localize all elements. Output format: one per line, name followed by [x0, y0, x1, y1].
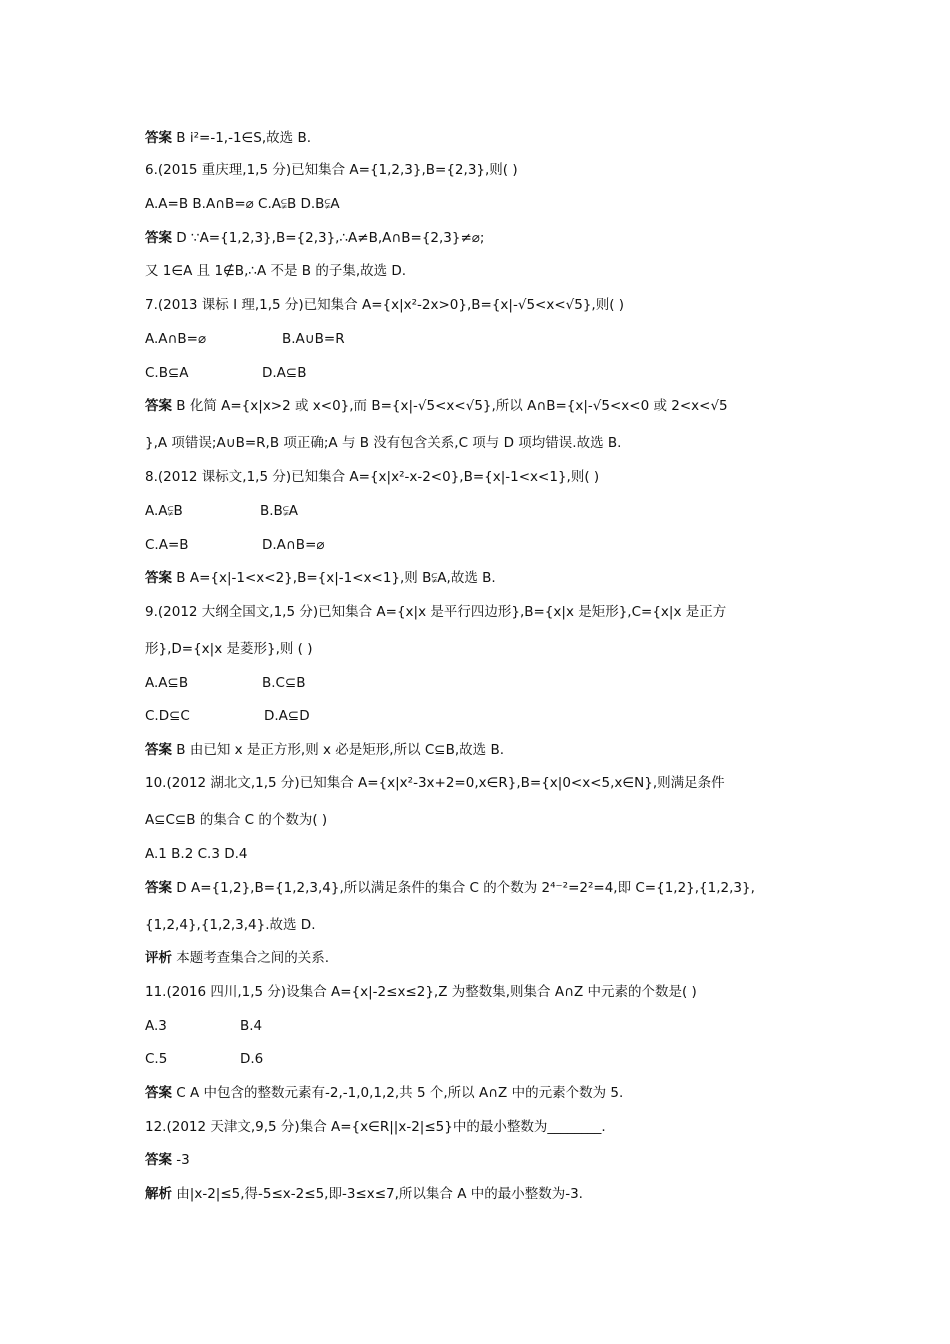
option-column-2: D.A⊆B	[262, 365, 307, 381]
line-text: C.A=B	[145, 537, 189, 553]
line-text: B i²=-1,-1∈S,故选 B.	[176, 130, 312, 146]
text-line	[145, 1050, 167, 1068]
line-text: 形},D={x|x 是菱形},则 ( )	[145, 641, 313, 657]
text-line	[145, 1118, 606, 1136]
text-line	[145, 983, 697, 1001]
line-tag: 答案	[145, 230, 172, 246]
line-text: C A 中包含的整数元素有-2,-1,0,1,2,共 5 个,所以 A∩Z 中的元素个数为 5.	[176, 1085, 624, 1101]
line-text: 11.(2016 四川,1,5 分)设集合 A={x|-2≤x≤2},Z 为整数集,则集合 A∩Z 中元素的个数是( )	[145, 984, 697, 1000]
text-line	[145, 468, 599, 486]
line-tag: 评析	[145, 950, 172, 966]
line-text: D A={1,2},B={1,2,3,4},所以满足条件的集合 C 的个数为 2⁴⁻²=2²=4,即 C={1,2},{1,2,3},	[176, 880, 755, 896]
line-text: A.3	[145, 1018, 167, 1034]
text-line	[145, 741, 504, 759]
option-column-2: B.B⫋A	[260, 503, 298, 519]
option-column-2: B.4	[240, 1018, 263, 1034]
line-tag: 答案	[145, 880, 172, 896]
line-text: 6.(2015 重庆理,1,5 分)已知集合 A={1,2,3},B={2,3},则( )	[145, 162, 518, 178]
line-text: 9.(2012 大纲全国文,1,5 分)已知集合 A={x|x 是平行四边形},B={x|x 是矩形},C={x|x 是正方	[145, 604, 727, 620]
text-line	[145, 1017, 167, 1035]
line-text: 又 1∈A 且 1∉B,∴A 不是 B 的子集,故选 D.	[145, 263, 407, 279]
text-line	[145, 603, 726, 621]
line-text: 由|x-2|≤5,得-5≤x-2≤5,即-3≤x≤7,所以集合 A 中的最小整数为-3.	[176, 1186, 583, 1202]
line-text: },A 项错误;A∪B=R,B 项正确;A 与 B 没有包含关系,C 项与 D 项均错误.故选 B.	[145, 435, 622, 451]
line-text: -3	[176, 1152, 190, 1168]
option-column-2: D.A∩B=⌀	[262, 537, 325, 553]
text-line	[145, 397, 728, 415]
line-text: 12.(2012 天津文,9,5 分)集合 A={x∈R||x-2|≤5}中的最小整数为________.	[145, 1119, 606, 1135]
line-text: 7.(2013 课标 Ⅰ 理,1,5 分)已知集合 A={x|x²-2x>0},B={x|-√5<x<√5},则( )	[145, 297, 625, 313]
line-tag: 答案	[145, 570, 172, 586]
text-line	[145, 296, 624, 314]
line-text: A.1 B.2 C.3 D.4	[145, 846, 248, 862]
text-line	[145, 640, 313, 658]
line-tag: 答案	[145, 130, 172, 146]
line-tag: 答案	[145, 1152, 172, 1168]
text-line	[145, 774, 725, 792]
text-line	[145, 1185, 583, 1203]
option-column-2: D.6	[240, 1051, 264, 1067]
text-line	[145, 536, 189, 554]
text-line	[145, 195, 340, 213]
text-line	[145, 364, 189, 382]
option-column-2: B.C⊆B	[262, 675, 306, 691]
text-line	[145, 1151, 190, 1169]
text-line	[145, 949, 329, 967]
text-line	[145, 811, 327, 829]
line-text: A.A⫋B	[145, 503, 183, 519]
option-column-2: D.A⊆D	[264, 708, 310, 724]
text-line	[145, 674, 188, 692]
line-text: 10.(2012 湖北文,1,5 分)已知集合 A={x|x²-3x+2=0,x∈R},B={x|0<x<5,x∈N},则满足条件	[145, 775, 725, 791]
line-text: 8.(2012 课标文,1,5 分)已知集合 A={x|x²-x-2<0},B={x|-1<x<1},则( )	[145, 469, 600, 485]
line-text: 本题考查集合之间的关系.	[176, 950, 330, 966]
text-line	[145, 1084, 623, 1102]
line-tag: 解析	[145, 1186, 172, 1202]
line-text: C.D⊆C	[145, 708, 190, 724]
line-text: A.A∩B=⌀	[145, 331, 207, 347]
line-text: A.A⊆B	[145, 675, 189, 691]
text-line	[145, 916, 316, 934]
text-line	[145, 434, 621, 452]
line-text: C.5	[145, 1051, 168, 1067]
line-text: A.A=B B.A∩B=⌀ C.A⫋B D.B⫋A	[145, 196, 340, 212]
text-line	[145, 262, 406, 280]
text-line	[145, 229, 484, 247]
line-text: B A={x|-1<x<2},B={x|-1<x<1},则 B⫋A,故选 B.	[176, 570, 496, 586]
line-text: {1,2,4},{1,2,3,4}.故选 D.	[145, 917, 316, 933]
text-line	[145, 879, 755, 897]
option-column-2: B.A∪B=R	[282, 331, 345, 347]
line-tag: 答案	[145, 1085, 172, 1101]
line-tag: 答案	[145, 742, 172, 758]
text-line	[145, 707, 190, 725]
text-line	[145, 502, 183, 520]
line-text: D ∵A={1,2,3},B={2,3},∴A≠B,A∩B={2,3}≠⌀;	[176, 230, 485, 246]
line-text: B 化简 A={x|x>2 或 x<0},而 B={x|-√5<x<√5},所以 A∩B={x|-√5<x<0 或 2<x<√5	[176, 398, 728, 414]
line-tag: 答案	[145, 398, 172, 414]
text-line	[145, 129, 311, 147]
text-line	[145, 161, 518, 179]
text-line	[145, 845, 247, 863]
text-line	[145, 330, 206, 348]
line-text: C.B⊆A	[145, 365, 189, 381]
line-text: B 由已知 x 是正方形,则 x 必是矩形,所以 C⊆B,故选 B.	[176, 742, 505, 758]
line-text: A⊆C⊆B 的集合 C 的个数为( )	[145, 812, 328, 828]
text-line	[145, 569, 496, 587]
